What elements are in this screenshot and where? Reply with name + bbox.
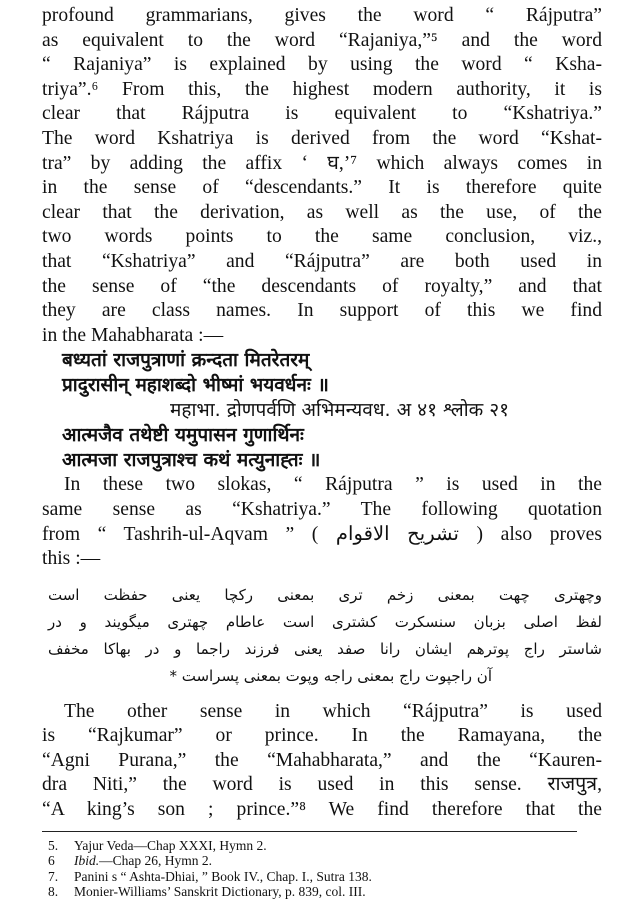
text-line: dra Niti,” the word is used in this sense. राजपुत्र, (42, 774, 602, 796)
footnote (42, 853, 602, 869)
footnote-number: 8. (48, 884, 59, 900)
text-line: In these two slokas, “ Rájputra ” is used in the (64, 474, 602, 496)
verse-line: आत्मजा राजपुत्राश्च कथं मत्युनाह्तः ॥ (62, 449, 321, 472)
text-line: “Agni Purana,” the “Mahabharata,” and the “Kauren- (42, 749, 602, 771)
footnote (42, 838, 602, 854)
text-line: triya”.⁶ From this, the highest modern authority, it is (42, 78, 602, 100)
text-line: two words points to the same conclusion, viz., (42, 226, 602, 248)
text-line: same sense as “Kshatriya.” The following quotation (42, 498, 602, 520)
text-line: The other sense in which “Rájputra” is used (64, 700, 602, 722)
book-page (42, 4, 602, 900)
text-line: as equivalent to the word “Rajaniya,”⁵ and the word (42, 29, 602, 51)
footnote (42, 884, 602, 900)
text-line: in the Mahabharata :— (42, 324, 224, 346)
footnote-divider (42, 831, 577, 832)
text-line: this :— (42, 548, 101, 570)
text-line: in the sense of “descendants.” It is therefore quite (42, 177, 602, 199)
urdu-line: وچھتری چھت بمعنی زخم تری بمعنی رکچا یعنی حفظت است (48, 585, 602, 604)
text-line: clear that the derivation, as well as the use, of the (42, 201, 602, 223)
text-line: profound grammarians, gives the word “ Rájputra” (42, 5, 602, 26)
footnote-italic: Ibid. (74, 853, 100, 869)
text-line: the sense of “the descendants of royalty,” and that (42, 275, 602, 297)
footnote-text: —Chap 26, Hymn 2. (99, 853, 212, 869)
text-line: is “Rajkumar” or prince. In the Ramayana, the (42, 725, 602, 747)
footnote-text: Monier-Williams’ Sanskrit Dictionary, p. 839, col. III. (74, 884, 366, 900)
footnote-text: Yajur Veda—Chap XXXI, Hymn 2. (74, 837, 267, 853)
urdu-line: آن راجپوت راج بمعنی راجه وپوت بمعنی پسراست * (169, 666, 492, 685)
verse-line: आत्मजैव तथेष्टी यमुपासन गुणार्थिनः (62, 424, 304, 447)
text-line: from “ Tashrih-ul-Aqvam ” ( تشریح الاقوام ) also proves (42, 523, 602, 545)
footnote-text: Panini s “ Ashta-Dhiai, ” Book IV., Chap. I., Sutra 138. (74, 868, 372, 884)
verse-line: प्रादुरासीन् महाशब्दो भीष्मां भयवर्धनः ॥ (62, 374, 329, 397)
paragraph-1 (42, 4, 602, 348)
text-line: clear that Rájputra is equivalent to “Kshatriya.” (42, 103, 602, 125)
text-line: that “Kshatriya” and “Rájputra” are both used in (42, 250, 602, 272)
text-line: The word Kshatriya is derived from the word “Kshat- (42, 127, 602, 149)
footnote-number: 5. (48, 837, 59, 853)
footnotes (42, 838, 602, 900)
urdu-line: شاستر راج پوترهم ایشان رانا صفد یعنی فرزند راجما و در بھاکا مخفف (48, 639, 602, 658)
text-line: tra” by adding the affix ‘ घ,’⁷ which always comes in (42, 152, 602, 174)
paragraph-3 (42, 700, 602, 823)
urdu-quotation (42, 582, 602, 690)
text-line: “A king’s son ; prince.”⁸ We find therefore that the (42, 799, 602, 821)
footnote-number: 6 (48, 853, 55, 869)
footnote (42, 869, 602, 885)
verse-line: बध्यतां राजपुत्राणां क्रन्दता मितरेतरम् (62, 349, 310, 372)
footnote-number: 7. (48, 868, 59, 884)
verse-citation: महाभा. द्रोणपर्वणि अभिमन्यवध. अ ४१ श्लोक २१ (170, 399, 510, 422)
paragraph-2 (42, 473, 602, 571)
text-line: “ Rajaniya” is explained by using the word “ Ksha- (42, 54, 602, 76)
urdu-line: لفظ اصلی بزبان سنسکرت کشتری است عاطام چھتری میگویند و در (48, 612, 602, 631)
text-line: they are class names. In support of this we find (42, 300, 602, 322)
sanskrit-verses (42, 348, 602, 473)
